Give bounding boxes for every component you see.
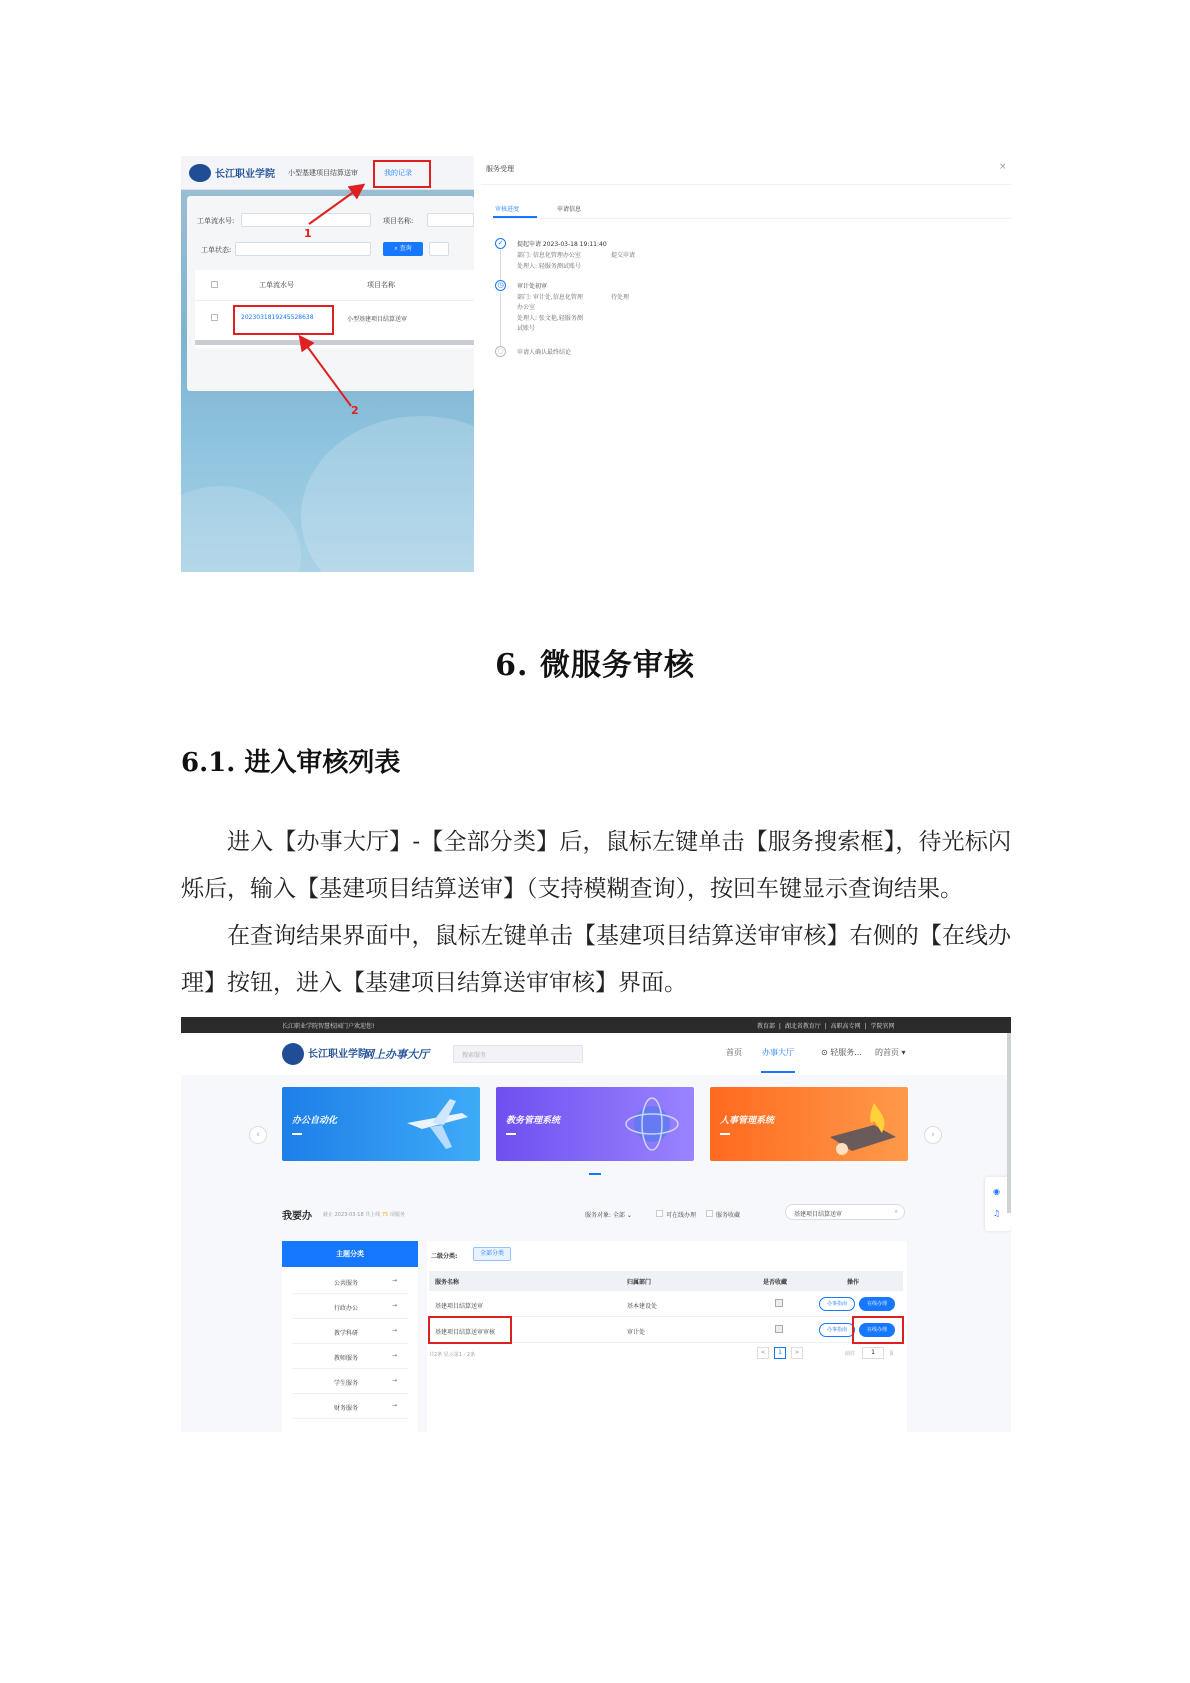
annotation-arrow-1 (309, 186, 362, 224)
goto-label: 前往 (845, 1351, 856, 1357)
sidebar-item-finance[interactable]: 财务服务 → (292, 1394, 408, 1419)
project-name-cell: 小型基建项目结算送审 (347, 316, 408, 323)
annotation-arrows (181, 156, 474, 572)
logo-text: 长江职业学院 (215, 169, 275, 180)
step1-handler: 处理人: 轻服务测试账号 (517, 263, 581, 270)
step2-handler-cont: 试账号 (517, 325, 536, 332)
welcome-text: 长江职业学院智慧校园门户欢迎您! (282, 1023, 375, 1030)
favorite-toggle[interactable] (775, 1299, 783, 1307)
sidebar-item-student[interactable]: 学生服务 → (292, 1369, 408, 1394)
step1-status: 提交申请 (611, 252, 636, 259)
ticket-no-label: 工单流水号: (197, 217, 235, 225)
col-favorite: 是否收藏 (763, 1279, 788, 1286)
card-office-automation[interactable] (282, 1087, 480, 1161)
sidebar-item-teacher[interactable]: 教师服务 → (292, 1344, 408, 1369)
subsection-heading: 6.1. 进入审核列表 (181, 748, 401, 778)
arrow-right-icon: → (392, 1277, 398, 1284)
external-links[interactable]: 教育部 | 湖北省教育厅 | 高职高专网 | 学院官网 (757, 1023, 895, 1030)
user-menu[interactable]: ⊙ 轻服务... (821, 1048, 862, 1057)
atom-icon (622, 1095, 682, 1153)
card-dash (720, 1133, 730, 1135)
service-detail-panel (481, 156, 1011, 376)
card-label: 办公自动化 (292, 1116, 338, 1126)
annotation-box-service-name (428, 1316, 512, 1344)
col-project-name: 项目名称 (367, 281, 395, 289)
subcategory-label: 二级分类: (431, 1253, 458, 1260)
tab-application-info[interactable]: 申请信息 (557, 206, 582, 213)
section-heading: 6. 微服务审核 (495, 648, 695, 683)
favorite-checkbox[interactable] (706, 1210, 713, 1217)
online-handle-button[interactable]: 在线办理 (859, 1297, 895, 1311)
arrow-right-icon: → (392, 1327, 398, 1334)
tab-divider (493, 218, 1011, 219)
arrow-right-icon: → (392, 1377, 398, 1384)
step3-title: 申请人确认最终结论 (517, 349, 572, 356)
step1-title: 提起申请 2023-03-18 19:11:40 (517, 241, 607, 248)
tab-my-records[interactable]: 我的记录 (384, 169, 412, 177)
search-icon[interactable]: ⌕ (894, 1208, 898, 1215)
paragraph-online-handle-instruction: 在查询结果界面中，鼠标左键单击【基建项目结算送审审核】右侧的【在线办理】按钮，进入【基建项目结算送审审核】界面。 (181, 923, 1011, 996)
carousel-prev-icon[interactable]: ‹ (249, 1126, 267, 1144)
laptop-flame-icon (822, 1097, 902, 1157)
annotation-number-2: 2 (351, 404, 359, 417)
arrow-right-icon: → (392, 1352, 398, 1359)
page-number-button[interactable]: 1 (774, 1347, 786, 1359)
close-icon[interactable]: × (999, 162, 1007, 172)
step1-dept: 部门: 信息化管理办公室 (517, 252, 581, 259)
paragraph-search-instruction: 进入【办事大厅】-【全部分类】后，鼠标左键单击【服务搜索框】，待光标闪烁后，输入【基建项目结算送审】（支持模糊查询），按回车键显示查询结果。 (181, 829, 1011, 902)
check-circle-icon: ✓ (495, 238, 506, 249)
favorite-toggle[interactable] (775, 1325, 783, 1333)
card-academic-system[interactable] (496, 1087, 694, 1161)
department: 基本建设处 (627, 1303, 658, 1310)
annotation-arrow-2 (301, 338, 351, 406)
ticket-no-link[interactable]: 2023031819245528638 (241, 314, 314, 321)
page-next-button[interactable]: > (791, 1347, 803, 1359)
pending-circle-icon: ○ (495, 346, 506, 357)
total-count: 共2条 显示第1 - 2条 (429, 1352, 476, 1358)
clock-icon: ◷ (495, 280, 506, 291)
sidebar-item-admin[interactable]: 行政办公 → (292, 1294, 408, 1319)
service-name[interactable]: 基建项目结算送审 (435, 1303, 484, 1310)
sidebar-item-research[interactable]: 教学科研 → (292, 1319, 408, 1344)
step2-status: 待处理 (611, 294, 630, 301)
table-row (429, 1291, 903, 1317)
service-hall-screenshot (181, 1017, 1011, 1432)
arrow-right-icon: → (392, 1302, 398, 1309)
goto-suffix: 页 (889, 1351, 895, 1357)
tab-service[interactable]: 小型基建项目结算送审 (288, 169, 358, 177)
guide-button[interactable]: 办事指南 (819, 1297, 855, 1311)
nav-home[interactable]: 首页 (726, 1048, 742, 1057)
card-label: 人事管理系统 (720, 1116, 775, 1126)
panel-title: 服务受理 (486, 165, 514, 173)
top-bar (181, 1017, 1011, 1033)
page-scrollbar[interactable] (1007, 1033, 1011, 1213)
annotation-number-1: 1 (304, 227, 312, 240)
my-homepage-menu[interactable]: 的首页 ▾ (875, 1048, 906, 1057)
step2-dept-cont: 办公室 (517, 304, 536, 311)
sidebar-header[interactable]: 主题分类 (282, 1241, 418, 1267)
guide-button[interactable]: 办事指南 (819, 1323, 855, 1337)
nav-service-hall[interactable]: 办事大厅 (762, 1048, 794, 1057)
col-service-name: 服务名称 (435, 1279, 460, 1286)
header-search-input[interactable]: 搜索服务 (453, 1045, 583, 1063)
page-prev-button[interactable]: < (757, 1347, 769, 1359)
subcategory-all-tag[interactable]: 全部分类 (473, 1247, 511, 1261)
timeline-line (500, 292, 501, 348)
service-count-text: 截止 2023-03-18 共上线 75 项服务 (323, 1212, 405, 1218)
step2-handler: 处理人: 张文艳,轻服务测 (517, 315, 583, 322)
goto-page-input[interactable]: 1 (862, 1347, 884, 1359)
search-button[interactable]: ⌕ 查询 (383, 242, 423, 256)
service-target-filter[interactable]: 服务对象: 全部 ⌄ (585, 1212, 632, 1219)
want-to-do-title: 我要办 (282, 1211, 312, 1222)
school-logo-icon (282, 1043, 304, 1065)
col-actions: 操作 (847, 1279, 860, 1286)
timeline-line (500, 248, 501, 284)
airplane-icon (402, 1093, 472, 1153)
category-sidebar (282, 1241, 418, 1432)
card-label: 教务管理系统 (506, 1116, 561, 1126)
col-department: 归属部门 (627, 1279, 652, 1286)
col-ticket-no: 工单流水号 (259, 281, 294, 289)
online-handle-button[interactable]: 在线办理 (859, 1323, 895, 1337)
service-name[interactable]: 基建项目结算送审审核 (435, 1329, 496, 1336)
table-header (429, 1271, 903, 1291)
active-nav-indicator (761, 1071, 795, 1073)
annotation-box-online-button (852, 1316, 904, 1344)
card-dash (292, 1133, 302, 1135)
favorite-filter-label: 服务收藏 (716, 1212, 741, 1219)
app-title: 网上办事大厅 (363, 1048, 429, 1061)
step2-title: 审计处初审 (517, 283, 548, 290)
carousel-next-icon[interactable]: › (924, 1126, 942, 1144)
department: 审计处 (627, 1329, 646, 1336)
carousel-indicator[interactable] (589, 1173, 601, 1175)
tab-progress[interactable]: 审核进度 (495, 206, 520, 213)
site-header (181, 1033, 1011, 1075)
online-checkbox[interactable] (656, 1210, 663, 1217)
card-dash (506, 1133, 516, 1135)
bell-icon[interactable]: ♫ (993, 1209, 1001, 1218)
service-search-input[interactable]: 基建项目结算送审 ⌕ (785, 1204, 905, 1220)
card-hr-system[interactable] (710, 1087, 908, 1161)
ticket-status-label: 工单状态: (201, 246, 232, 254)
sidebar-item-public[interactable]: 公共服务 → (292, 1269, 408, 1294)
eye-icon[interactable]: ◉ (993, 1187, 1000, 1196)
project-name-label: 项目名称: (383, 217, 414, 225)
online-filter-label: 可在线办理 (666, 1212, 697, 1219)
divider (481, 184, 1011, 185)
arrow-right-icon: → (392, 1402, 398, 1409)
logo-text: 长江职业学院 (308, 1049, 368, 1060)
step2-dept: 部门: 审计处,信息化管理 (517, 294, 583, 301)
